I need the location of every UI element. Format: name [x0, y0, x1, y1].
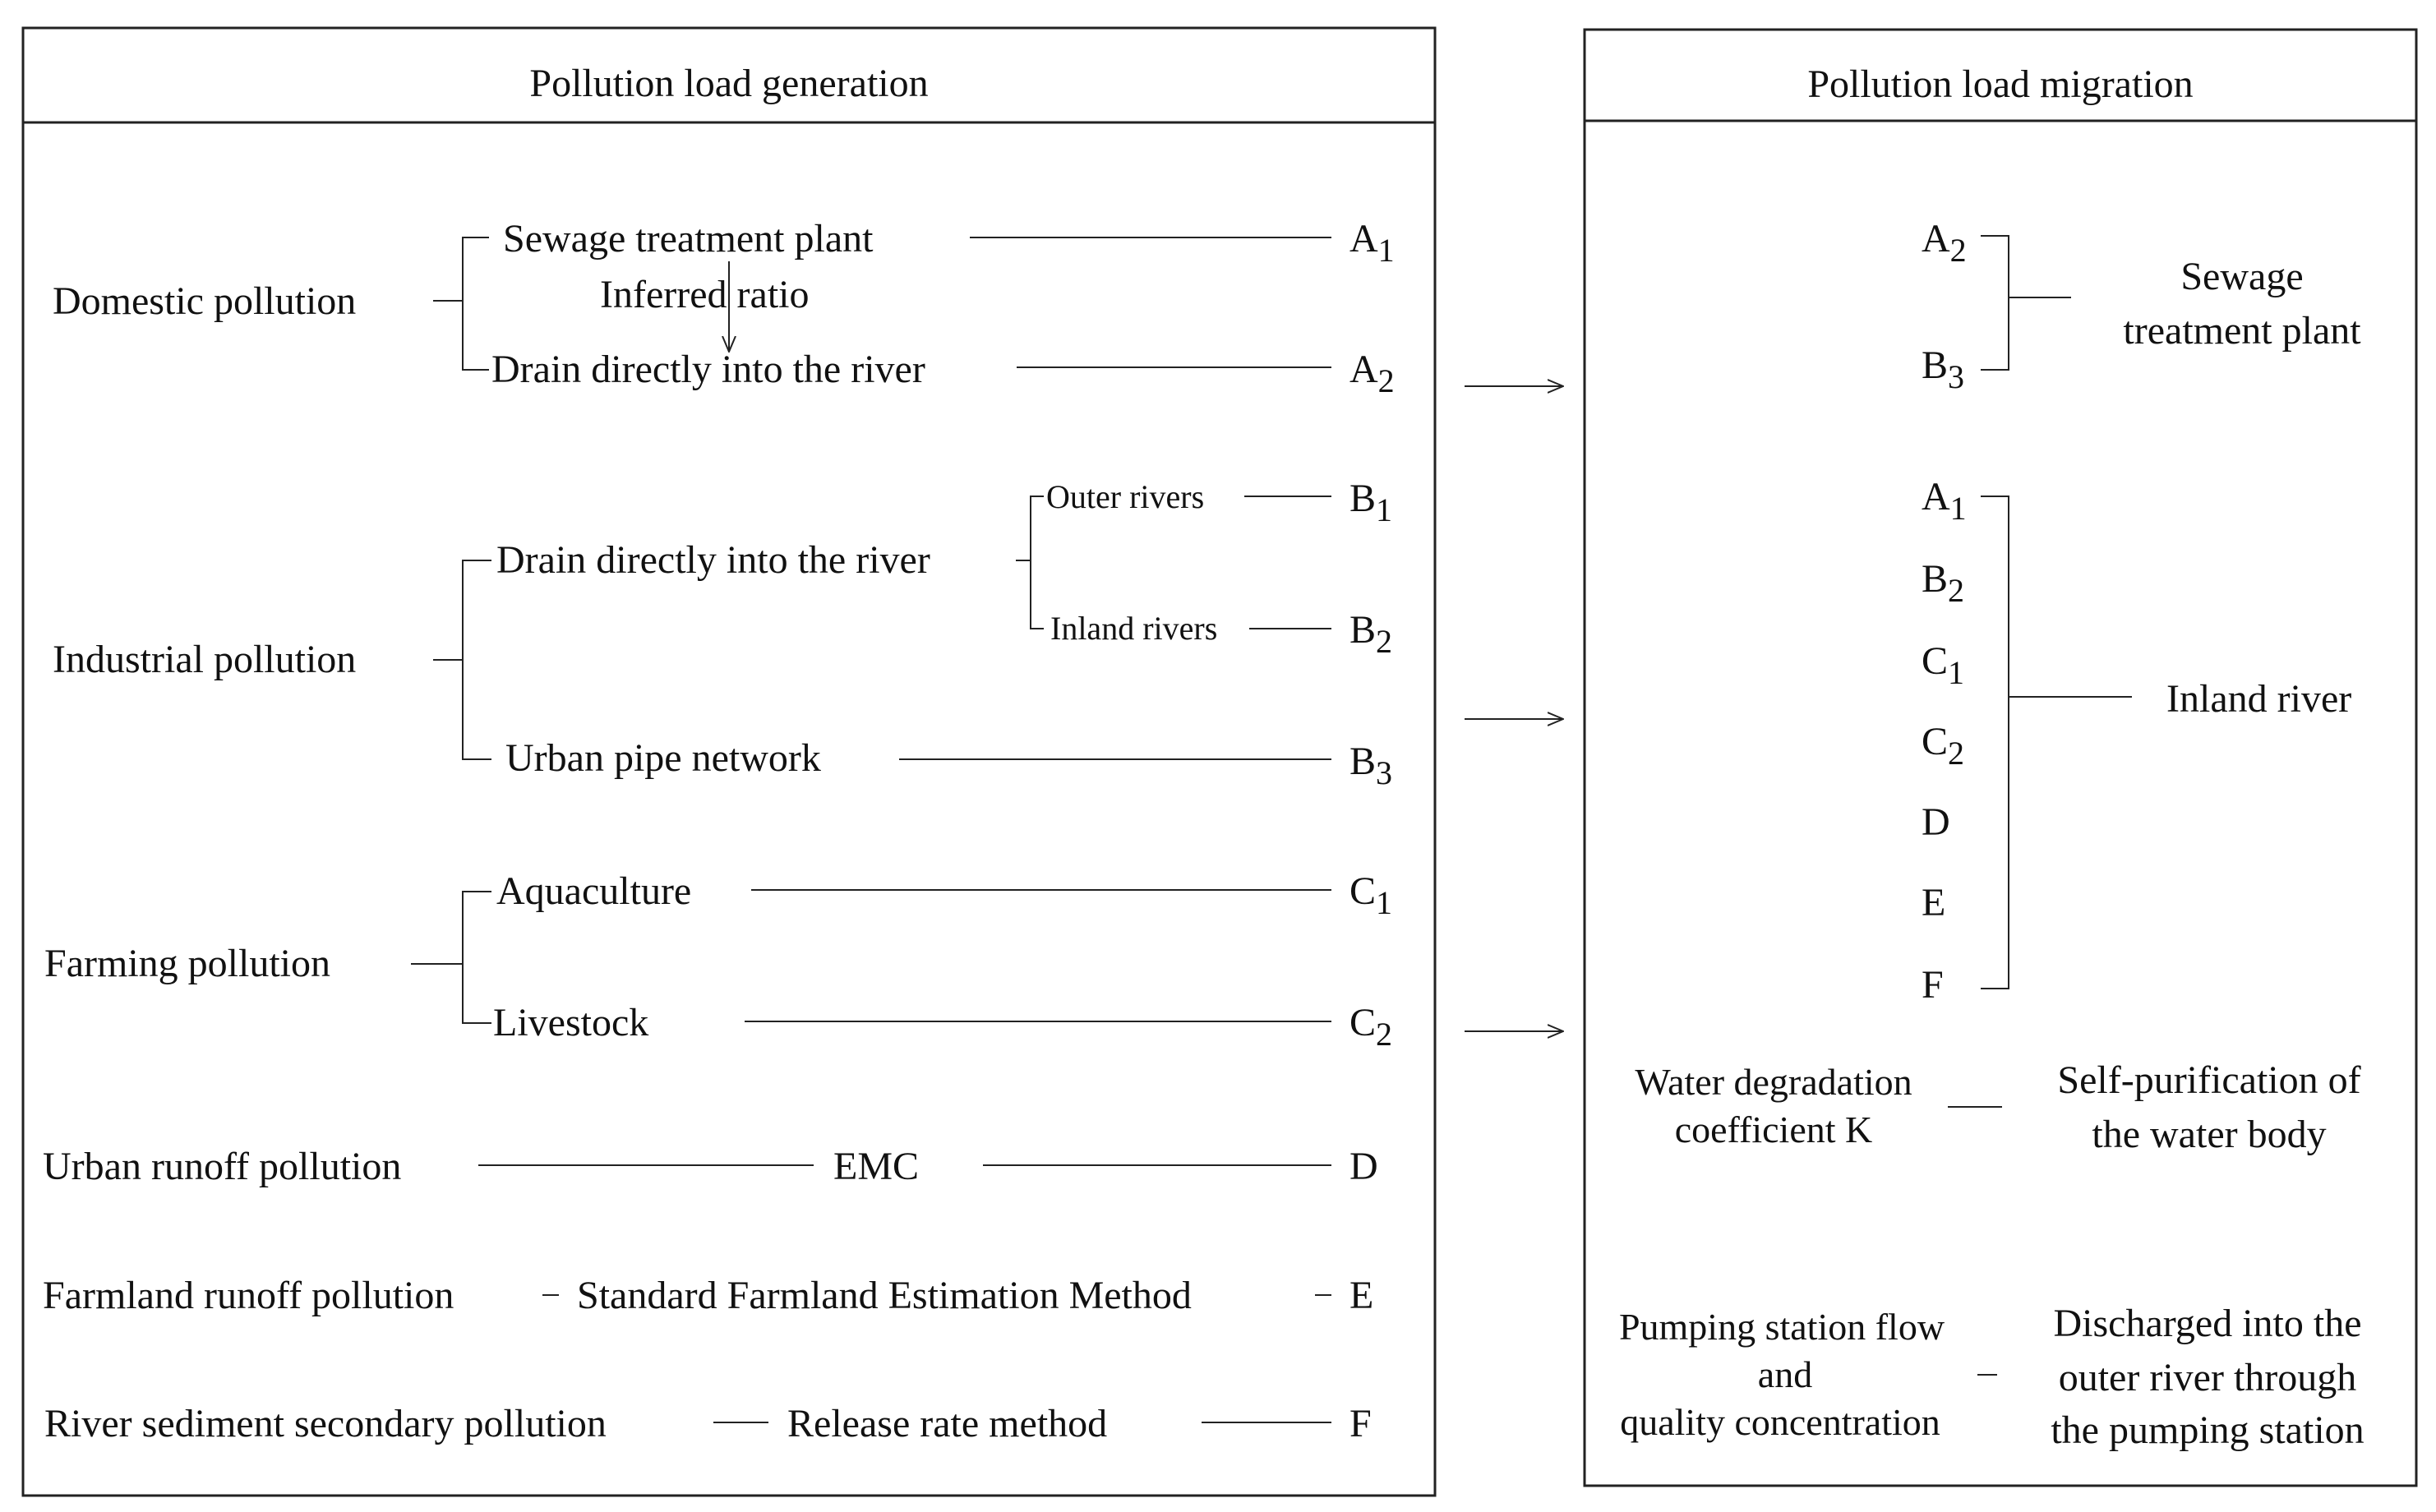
industrial-group	[53, 477, 1392, 791]
degradation-left-line1: Water degradation	[1635, 1061, 1912, 1103]
urban-pipe-label: Urban pipe network	[505, 736, 821, 780]
code-f: F	[1349, 1402, 1372, 1445]
degradation-group	[1635, 1058, 2360, 1156]
farming-bracket	[463, 892, 491, 1023]
inland-item-a1: $A_1$	[1922, 475, 1967, 527]
industrial-bracket	[463, 560, 491, 759]
domestic-drain-direct-label: Drain directly into the river	[491, 348, 925, 391]
inland-rivers-label: Inland rivers	[1050, 610, 1218, 647]
sediment-group	[44, 1402, 1372, 1445]
code-b1: $B_1$	[1349, 477, 1393, 528]
degradation-left-line2: coefficient K	[1674, 1109, 1873, 1150]
generation-panel-title: Pollution load generation	[529, 62, 929, 105]
code-c1: $C_1$	[1349, 869, 1393, 921]
code-d: D	[1349, 1145, 1378, 1188]
pumping-right-line2: outer river through	[2058, 1356, 2357, 1399]
sewage-bracket	[1981, 236, 2009, 370]
pumping-right-line3: the pumping station	[2051, 1408, 2364, 1452]
code-a1: $A_1$	[1349, 217, 1395, 269]
inferred-ratio-label: Inferred ratio	[600, 273, 810, 316]
urban-runoff-label: Urban runoff pollution	[43, 1145, 402, 1188]
code-c2: $C_2$	[1349, 1001, 1393, 1053]
inland-bracket	[1981, 496, 2009, 989]
generation-panel	[23, 28, 1435, 1496]
sewage-plant-label: Sewage treatment plant	[503, 217, 874, 260]
emc-label: EMC	[833, 1145, 920, 1188]
code-e: E	[1349, 1274, 1374, 1317]
migration-panel	[1585, 30, 2416, 1486]
sewage-item-b3: $B_3$	[1922, 343, 1965, 395]
sewage-item-a2: $A_2$	[1922, 217, 1967, 269]
rivers-bracket	[1031, 496, 1044, 629]
inland-item-e: E	[1922, 881, 1946, 924]
migration-panel-title: Pollution load migration	[1807, 62, 2194, 106]
domestic-bracket	[463, 237, 489, 370]
inland-item-c1: $C_1$	[1922, 639, 1965, 691]
aquaculture-label: Aquaculture	[496, 869, 692, 913]
sewage-target-line2: treatment plant	[2123, 309, 2361, 353]
pumping-right-line1: Discharged into the	[2053, 1302, 2362, 1345]
pumping-group	[1619, 1302, 2364, 1452]
inland-item-b2: $B_2$	[1922, 557, 1965, 609]
sewage-target-line1: Sewage	[2180, 255, 2304, 298]
industrial-label: Industrial pollution	[53, 638, 357, 681]
code-b3: $B_3$	[1349, 740, 1393, 791]
farmland-runoff-group	[43, 1274, 1373, 1317]
flow-arrows	[1465, 386, 1563, 1031]
outer-rivers-label: Outer rivers	[1046, 478, 1205, 515]
livestock-label: Livestock	[493, 1001, 649, 1044]
code-b2: $B_2$	[1349, 608, 1393, 660]
code-a2: $A_2$	[1349, 348, 1395, 399]
standard-farmland-label: Standard Farmland Estimation Method	[577, 1274, 1192, 1317]
degradation-right-line2: the water body	[2092, 1113, 2327, 1156]
sediment-label: River sediment secondary pollution	[44, 1402, 607, 1445]
farming-group	[44, 869, 1392, 1053]
industrial-drain-direct-label: Drain directly into the river	[496, 538, 930, 582]
inland-item-d: D	[1922, 800, 1950, 844]
domestic-label: Domestic pollution	[53, 279, 357, 323]
sewage-plant-group	[1922, 217, 2361, 395]
farming-label: Farming pollution	[44, 942, 330, 985]
pumping-left-line3: quality concentration	[1620, 1401, 1940, 1443]
migration-panel-border	[1585, 30, 2416, 1486]
domestic-group	[53, 217, 1395, 399]
pumping-left-line1: Pumping station flow	[1618, 1306, 1945, 1348]
farmland-runoff-label: Farmland runoff pollution	[43, 1274, 454, 1317]
inland-river-group	[1922, 475, 2351, 1007]
inland-item-f: F	[1922, 963, 1944, 1007]
release-rate-label: Release rate method	[787, 1402, 1108, 1445]
urban-runoff-group	[43, 1145, 1378, 1188]
inland-river-target: Inland river	[2166, 677, 2352, 721]
degradation-right-line1: Self-purification of	[2057, 1058, 2361, 1102]
inland-item-c2: $C_2$	[1922, 720, 1965, 772]
pumping-left-line2: and	[1757, 1353, 1813, 1395]
